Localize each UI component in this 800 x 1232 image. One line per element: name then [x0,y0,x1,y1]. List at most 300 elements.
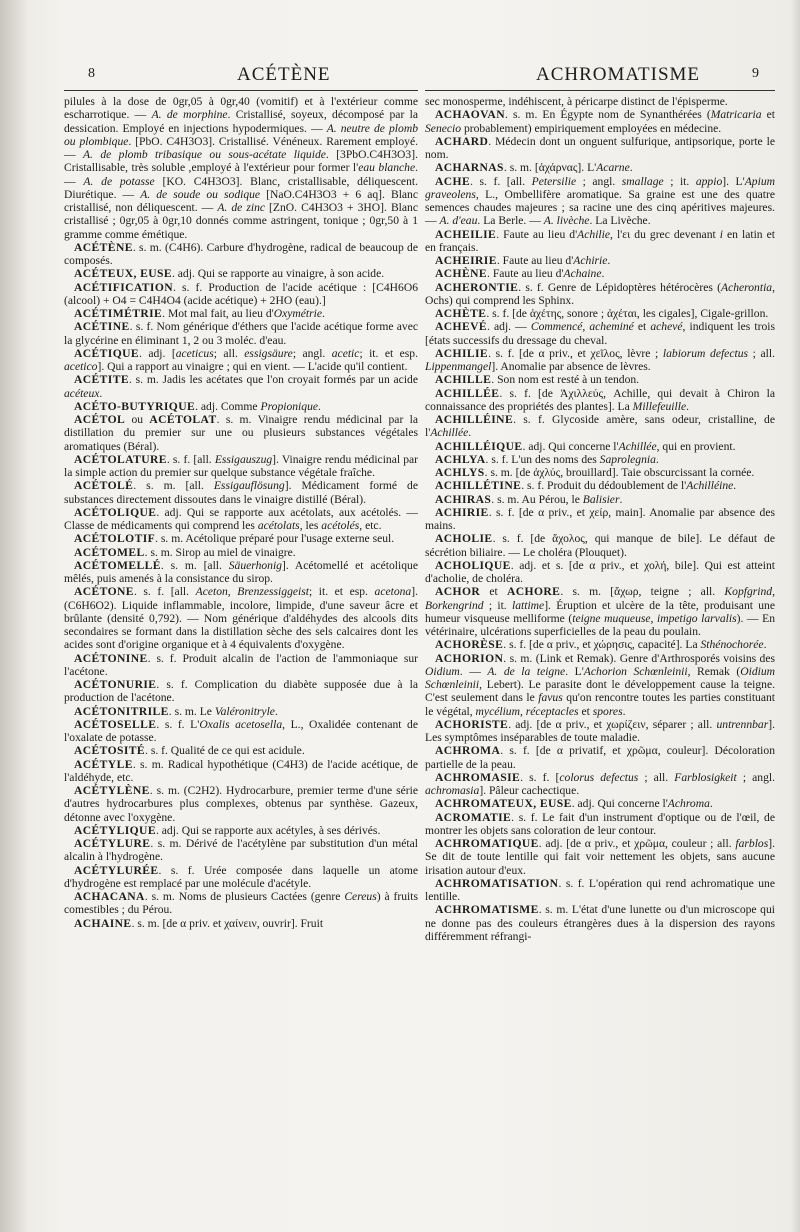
dictionary-entry [64,347,418,374]
entry-text: ou [125,413,150,426]
page-binding-shadow [0,0,28,1232]
entry-text: . [622,704,626,718]
entry-text: . s. m. Jadis les acétates que l'on croyait formés par un acide [129,373,418,387]
entry-italic-text: aceticus [175,346,214,360]
entry-text: . adj. [de α priv., et χωρίζειν, séparer ; all. [508,717,717,731]
entry-headword: ACHEIRIE [435,254,497,267]
entry-text: . [274,704,278,718]
entry-text: ]. Les symptômes inséparables de toute maladie. [425,717,775,744]
entry-text: . Cristallisé, soyeux, décomposé par la dessication. Employé en injections hypodermiques. — [64,108,418,135]
entry-headword: ACHARNAS [435,161,504,175]
entry-text: . s. m. Acétolique préparé pour l'usage externe seul. [155,532,395,546]
entry-text: . s. f. [all. [166,452,215,466]
entry-italic-text: A. d'eau [439,214,478,228]
entry-italic-text: Matricaria [710,108,762,122]
entry-italic-text: eau blanche [358,161,416,175]
entry-headword: ACHILLÉTINE [435,479,522,493]
entry-text: ]. Vinaigre rendu médicinal par la simple action du premier sur quelque substance végétale fraîche. [64,452,419,479]
entry-headword: ACÉTOMEL [74,545,145,559]
dictionary-entry [425,585,775,638]
entry-italic-text: acetic [331,346,360,360]
dictionary-entry [425,771,775,798]
entry-italic-text: Achilléine [686,479,734,493]
entry-text: ]. (C6H6O2). Liquide inflammable, incolore, limpide, d'une saveur âcre et brûlante (densité 0,792). — Nom générique d'aldéhydes des alcools dits secondaires se formant dans la distillation sèche des sels calcaires dont les acides sont d'origine organique et à 4 équivalents d'oxygène. [64,585,418,652]
entry-text: . s. f. L'un des noms des [485,452,600,466]
entry-italic-text: appio [695,174,723,188]
entry-italic-text: Achillée [618,439,657,453]
entry-headword: ACÉTONE [74,585,134,599]
right-running-title: ACHROMATISME [536,64,701,85]
entry-text: . s. m. Vinaigre rendu médicinal par la distillation du premier sur une ou plusieurs substances végétales aromatiques (Béral). [64,413,418,453]
entry-text: ; all. [748,346,775,360]
dictionary-entry [425,161,775,174]
entry-text: , L., Oxalidée contenant de l'oxalate de potasse. [64,717,418,744]
right-header-rule [425,90,775,91]
entry-text: et [578,704,593,718]
dictionary-entry [425,267,775,280]
entry-text: . s. f. Le fait d'un instrument d'optique ou de l'œil, de montrer les objets sans coloration de leur contour. [425,810,775,837]
entry-italic-text: farblos [735,837,769,850]
entry-italic-text: Essigauflösung [213,479,285,493]
entry-headword: ACHARD [435,134,489,148]
entry-headword: ACÉTIMÉTRIE [74,307,163,320]
entry-text: . s. f. L'opération qui rend achromatique une lentille. [425,876,775,903]
dictionary-entry [425,387,775,414]
entry-text: . Mot mal fait, au lieu d' [162,307,274,320]
entry-headword: ACÉTOLOTIF [74,532,156,546]
entry-text: . adj. [de α priv., et χρῶμα, couleur ; all. [538,837,736,850]
entry-italic-text: Cereus [344,890,377,903]
entry-text: . s. m. [de α priv. et χαίνειν, ouvrir]. Fruit [131,916,324,930]
dictionary-entry [64,837,418,864]
entry-text: . adj. Qui concerne l' [571,797,668,811]
left-running-title: ACÉTÈNE [237,64,331,85]
entry-text: . s. f. Glycoside amère, sans odeur, cristalline, de l' [425,413,775,440]
entry-italic-text: Achilie [577,227,611,241]
entry-text: . La Livèche. [589,214,651,228]
entry-text: . [468,426,472,440]
entry-headword: ACÉTOLÉ [74,479,134,493]
entry-text: et [761,108,776,122]
entry-italic-text: A. de zinc [217,201,266,214]
entry-italic-text: Essigauszug [214,452,273,466]
entry-headword: ACHAINE [74,916,132,930]
entry-text: . s. f. [de ἄχολος, qui manque de bile]. Le défaut de sécrétion biliaire. — Le choléra (Plouquet). [425,532,775,559]
right-column [425,95,775,943]
dictionary-entry [425,281,775,308]
entry-headword: ACÉTOLATURE [74,452,167,466]
entry-text: probablement) empiriquement employées en médecine. [461,121,722,135]
dictionary-entry [425,877,775,904]
entry-italic-text: acetico [64,360,98,373]
entry-headword: ACHIRIE [435,505,489,519]
entry-text: et [633,320,651,334]
dictionary-entry [425,440,775,453]
dictionary-entry [425,453,775,466]
dictionary-entry [64,413,418,453]
entry-italic-text: Acherontia [721,280,773,294]
entry-headword: ACÉTYLIQUE [74,823,156,837]
entry-headword: ACHAOVAN [435,108,505,122]
dictionary-entry [425,228,775,255]
entry-headword: ACHÈTE [435,307,487,320]
dictionary-entry [64,479,418,506]
entry-text: ; all. [213,346,245,360]
entry-text: [ZnO. C4H3O3 + 3HO]. Blanc cristallisé ; 0gr,05 à 0gr,10 donnés comme astringent, tonique ; 0gr,50 à 1 gramme comme émétique. [64,201,418,241]
entry-headword: ACHOR [435,585,481,599]
entry-text: . s. f. Urée composée dans laquelle un atome d'hydrogène est remplacé par une molécule d'acétyle. [64,863,418,890]
dictionary-entry [64,95,418,241]
entry-headword: ACÉTOLAT [149,413,217,426]
entry-text: . s. m. (C2H2). Hydrocarbure, premier terme d'une série d'autres hydrocarbures plus complexes, obtenus par synthèse. Gazeux, détonne avec l'oxygène. [64,784,418,824]
entry-italic-text: Achirie [573,254,608,267]
entry-headword: ACÉTO-BUTYRIQUE [74,399,196,413]
entry-text: . s. m. Noms de plusieurs Cactées (genre [144,890,345,903]
entry-text: . [629,161,633,175]
entry-headword: ACÉTYLÈNE [74,784,150,797]
page-edge-shadow [790,0,800,1232]
entry-headword: ACHORION [435,651,504,665]
entry-italic-text: i [719,227,723,241]
entry-headword: ACÉTINE [74,320,130,334]
entry-italic-text: teigne muqueuse, impetigo larvalis [572,611,737,625]
entry-headword: ACÉTOL [74,413,126,426]
entry-italic-text: labiorum defectus [662,346,749,360]
entry-text: . s. m. En Égypte nom de Synanthérées ( [504,108,711,122]
entry-headword: ACÉTONINE [74,651,148,665]
entry-headword: ACHILIE [435,346,489,360]
entry-headword: ACÉTONURIE [74,678,157,691]
entry-italic-text: Achillée [430,426,469,440]
entry-text: . s. m. Dérivé de l'acétylène par substitution d'un métal alcalin à l'hydrogène. [64,837,418,864]
entry-text: ; it. [483,598,512,612]
entry-headword: ACÉTOLIQUE [74,505,157,519]
entry-italic-text: Oidium Schœnleinii [425,664,776,691]
entry-headword: ACÉTOMELLÉ [74,558,161,572]
dictionary-entry [425,175,775,228]
dictionary-entry [425,532,775,559]
entry-text: . s. f. Complication du diabète supposée due à la production de l'acétone. [64,678,418,705]
entry-italic-text: mycélium, réceptacles [475,704,579,718]
entry-text: . s. f. Qualité de ce qui est acidule. [145,744,305,758]
entry-headword: ACÉTONITRILE [74,704,169,718]
dictionary-entry [425,373,775,386]
dictionary-entry [425,718,775,745]
entry-text: , Lebert). Le parasite dont le développement cause la teigne. C'est seulement dans le [425,678,775,705]
entry-text: . s. m. Sirop au miel de vinaigre. [144,545,296,559]
dictionary-entry [425,347,775,374]
entry-text: . s. m. L'état d'une lunette ou d'un microscope qui ne donne pas des couleurs étrangères dues à la dispersion des rayons différemment réfrangi- [425,903,775,943]
entry-headword: ACHROMASIE [435,770,521,784]
entry-headword: ACHIRAS [435,492,492,506]
entry-text: . adj. Qui concerne l' [522,439,619,453]
entry-text: ]. Éruption et ulcère de la tête, produisant une humeur visqueuse melliforme ( [425,598,775,625]
entry-italic-text: A. de potasse [83,174,155,188]
dictionary-entry [64,559,418,586]
dictionary-entry [425,135,775,162]
entry-text: . Son nom est resté à un tendon. [491,373,640,387]
entry-text: . s. f. Produit du dédoublement de l' [521,479,687,493]
entry-text: . s. f. Produit alcalin de l'action de l'ammoniaque sur l'acétone. [64,651,418,678]
entry-text: . adj. Qui se rapporte au vinaigre, à son acide. [171,267,385,281]
entry-text: . [733,479,737,493]
entry-text: . s. m. [all. [160,558,229,572]
dictionary-entry [425,559,775,586]
entry-text: et [480,585,508,599]
entry-italic-text: achevé [650,320,683,334]
dictionary-entry [425,638,775,651]
entry-italic-text: Saprolegnia [599,452,656,466]
entry-italic-text: Achorion Schœnleinii [583,664,688,678]
entry-text: . adj. Comme [195,399,261,413]
entry-text: . s. f. [de α privatif, et χρῶμα, couleur]. Décoloration partielle de la peau. [425,744,775,771]
entry-headword: ACHACANA [74,890,145,903]
entry-headword: ACHE [435,174,471,188]
entry-italic-text: acétolats [257,519,300,532]
entry-headword: ACHLYA [435,452,486,466]
entry-text: qu'on rencontre toutes les parties constituant le végétal, [425,691,776,718]
entry-text: . s. f. [de α priv., et χώρησις, capacité]. La [503,638,701,652]
dictionary-entry [425,652,775,718]
entry-italic-text: Commencé, acheminé [530,320,634,334]
entry-text: . [709,797,713,811]
entry-text: . [99,386,103,400]
dictionary-entry [64,267,418,280]
dictionary-entry [64,373,418,400]
dictionary-entry [64,453,418,480]
entry-text: . [322,307,325,320]
dictionary-entry [425,837,775,877]
dictionary-entry [64,917,418,930]
right-page-number: 9 [752,66,760,81]
dictionary-entry [425,903,775,943]
entry-italic-text: untrennbar [716,717,769,731]
entry-text: , l'ει du grec devenant [610,227,720,241]
dictionary-entry [425,413,775,440]
entry-text: ). — En vétérinaire, ulcérations superficielles de la peau du poulain. [425,611,775,638]
dictionary-entry [64,864,418,891]
entry-text: en latin et en français. [425,227,775,254]
entry-text: . — [459,664,488,678]
entry-text: . adj. Qui se rapporte aux acétolats, aux acétolés. — Classe de médicaments qui comprend les [64,505,418,532]
entry-italic-text: A. livèche [543,214,590,228]
entry-text: . s. f. [all. [133,585,196,599]
entry-italic-text: Millefeuille [632,399,687,413]
entry-text: ]. Anomalie par absence de lèvres. [491,360,651,373]
entry-text: ; it. [663,174,696,188]
entry-italic-text: Oxalis acetosella [199,717,283,731]
entry-text: . [3PbO.C4H3O3]. Cristallisable, très soluble ,employé à l'extérieur pour former l' [64,148,418,175]
dictionary-entry [425,506,775,533]
entry-headword: ACHOLIE [435,532,493,546]
dictionary-entry [425,320,775,347]
entry-text: , L., Ombellifère aromatique. Sa graine est une des quatre semences chaudes majeures ; sa racine une des cinq apéritives majeures. — [425,187,775,228]
dictionary-entry [425,797,775,810]
dictionary-entry [64,890,418,917]
dictionary-entry [425,108,775,135]
entry-italic-text: Kopfgrind, Borkengrind [425,585,775,612]
entry-text: [NaO.C4H3O3 + 6 aq]. Blanc cristallisé, non déliquescent. — [64,187,419,214]
dictionary-entry [425,95,775,108]
entry-text: . s. m. [de ἀχλύς, brouillard]. Taie obscurcissant la cornée. [484,466,755,479]
entry-headword: ACÉTOSELLE [74,717,157,731]
entry-italic-text: achromasia [425,784,480,797]
entry-text: . s. f. Nom générique d'éthers que l'acide acétique forme avec la glycérine en éliminant 1, 2 ou 3 moléc. d'eau. [64,320,418,347]
entry-headword: ACÉTITE [74,373,129,387]
entry-text: . Faute au lieu d' [487,267,564,281]
entry-text: . s. m. Au Pérou, le [491,492,583,506]
entry-italic-text: Oxymétrie [273,307,323,320]
dictionary-entry [64,678,418,705]
entry-text: . s. m. (Link et Remak). Genre d'Arthrosporés voisins des [503,651,775,665]
entry-text: . s. f. [de α priv., et χείρ, main]. Anomalie par absence des mains. [425,505,775,532]
entry-italic-text: A. de soude ou sodique [140,187,261,201]
entry-text: ; it. et esp. [308,585,375,599]
dictionary-entry [64,744,418,757]
dictionary-entry [64,281,418,308]
dictionary-entry [64,652,418,679]
left-page-number: 8 [88,66,96,81]
dictionary-entry [64,705,418,718]
entry-headword: ACHILLE [435,373,492,387]
entry-text: . [763,638,767,652]
entry-italic-text: lattime [511,598,545,612]
entry-text: ]. Se dit de toute lentille qui fait voir nettement les objets, sans aucune irisation autour d'eux. [425,837,775,877]
entry-text: , Remak ( [687,664,741,678]
dictionary-entry [64,758,418,785]
entry-text: ; angl. [736,770,776,784]
entry-text: , qui en provient. [656,439,736,453]
entry-text: . s. m. Le [168,704,215,718]
entry-text: . Médecin dont un onguent sulfurique, antipsorique, porte le nom. [425,134,775,161]
entry-text: . [607,254,611,267]
entry-text: . s. m. [all. [133,479,214,493]
entry-italic-text: A. de morphine [151,108,228,122]
entry-text: ; angl. [292,346,332,360]
entry-headword: ACHORE [507,585,561,599]
entry-italic-text: Balisier [582,492,620,506]
dictionary-entry [64,784,418,824]
left-column [64,95,418,930]
dictionary-entry [425,307,775,320]
entry-text: . [655,452,659,466]
entry-headword: ACHROMATISME [435,903,539,917]
entry-italic-text: Propionique [260,399,319,413]
entry-italic-text: Acarne [596,161,630,175]
entry-italic-text: Achaine [563,267,602,281]
entry-text: . — [64,161,418,188]
entry-headword: ACHÈNE [435,267,488,281]
dictionary-entry [425,493,775,506]
dictionary-entry [64,532,418,545]
entry-text: . [601,267,605,281]
entry-text: . s. m. [ἀχάρνας]. L' [503,161,597,175]
entry-text: ; it. et esp. [359,346,418,360]
entry-italic-text: essigsäure [244,346,293,360]
entry-headword: ACÉTEUX, EUSE [74,267,172,281]
entry-italic-text: A. neutre de plomb ou plombique [64,121,418,148]
entry-text: . s. m. (C4H6). Carbure d'hydrogène, radical de beaucoup de composés. [64,240,418,267]
dictionary-entry [425,479,775,492]
dictionary-entry [64,585,418,651]
entry-italic-text: acetona [374,585,412,599]
entry-text: ) à fruits comestibles ; du Pérou. [64,890,419,917]
entry-headword: ACÉTYLE [74,757,133,771]
entry-text: , Ochs) qui comprend les Sphinx. [425,280,775,307]
dictionary-entry [64,320,418,347]
entry-text: . adj. et s. [de α priv., et χολή, bile]. Qui est atteint d'acholie, de choléra. [425,558,775,585]
entry-italic-text: Oidium [425,664,460,678]
entry-italic-text: Säuerhonig [228,558,282,572]
entry-headword: ACHORISTE [435,717,509,731]
entry-text: ]. Acétomellé et acétolique mêlés, puis amenés à la consistance du sirop. [64,558,418,585]
entry-italic-text: Petersilie [531,174,577,188]
entry-text: , les [299,519,322,532]
entry-text: . s. m. [ἄχωρ, teigne ; all. [560,585,725,599]
dictionary-entry [425,811,775,838]
left-header-rule [64,90,418,91]
entry-headword: ACHILLÉINE [435,413,514,426]
entry-headword: ACHILLÉIQUE [435,439,523,453]
entry-text: . s. f. L' [156,717,200,731]
entry-text: . s. f. [all. [470,174,532,188]
entry-text: ]. Qui a rapport au vinaigre ; qui en vient. — L'acide qu'il contient. [97,360,408,373]
entry-headword: ACHROMATIQUE [435,837,539,850]
entry-italic-text: smallage [621,174,664,188]
running-header [0,64,800,88]
entry-text: . L' [565,664,584,678]
dictionary-entry [425,744,775,771]
dictionary-entry [64,546,418,559]
entry-headword: ACÉTOSITÉ [74,744,146,758]
entry-headword: ACHEVÉ [435,320,488,334]
entry-headword: ACHLYS [435,466,485,479]
entry-text: [KO. C4H3O3]. Blanc, cristallisable, déliquescent. Diurétique. — [64,174,418,201]
entry-italic-text: acétolés [321,519,360,532]
entry-text: . Faute au lieu d' [496,254,574,267]
entry-italic-text: spores [592,704,623,718]
entry-text: ; angl. [576,174,622,188]
entry-italic-text: Achroma [667,797,710,811]
entry-text: . [686,399,690,413]
entry-italic-text: favus [538,691,563,705]
dictionary-entry [64,241,418,268]
entry-headword: ACHILLÉE [435,386,500,400]
entry-text: pilules à la dose de 0gr,05 à 0gr,40 (vomitif) et à l'extérieur comme escharrotique. — [64,95,418,122]
dictionary-entry [64,307,418,320]
entry-italic-text: Valéronitryle [214,704,275,718]
entry-text: , indiquent les trois [états successifs du dressage du cheval. [425,320,776,347]
entry-text: . [619,492,623,506]
entry-headword: ACHORÈSE [435,638,504,652]
dictionary-entry [425,254,775,267]
entry-headword: ACÉTIFICATION [74,280,174,294]
entry-headword: ACROMATIE [435,810,512,824]
entry-headword: ACHEILIE [435,227,497,241]
entry-italic-text: A. de la teigne [487,664,566,678]
dictionary-entry [64,824,418,837]
entry-text: . s. f. Production de l'acide acétique : [C4H6O6 (alcool) + O4 = C4H4O4 (acide acétique) + 2HO (eau).] [64,280,418,307]
entry-text: . [318,399,321,413]
entry-text: . s. f. Genre de Lépidoptères hétérocères ( [518,280,721,294]
entry-text: . s. f. [de ἀχέτης, sonore ; ἀχέται, les cigales], Cigale-grillon. [486,307,769,320]
entry-text: . [PbO. C4H3O3]. Cristallisé. Vénéneux. Rarement employé. — [64,134,418,161]
dictionary-entry [64,506,418,533]
entry-headword: ACÉTYLURE [74,837,151,850]
entry-headword: ACHROMA [435,744,501,758]
entry-italic-text: Lippenmangel [425,360,492,373]
entry-text: . s. f. [de Ἀχιλλεύς, Achille, qui devait à Chiron la connaissance des propriétés des plantes]. La [425,386,775,413]
